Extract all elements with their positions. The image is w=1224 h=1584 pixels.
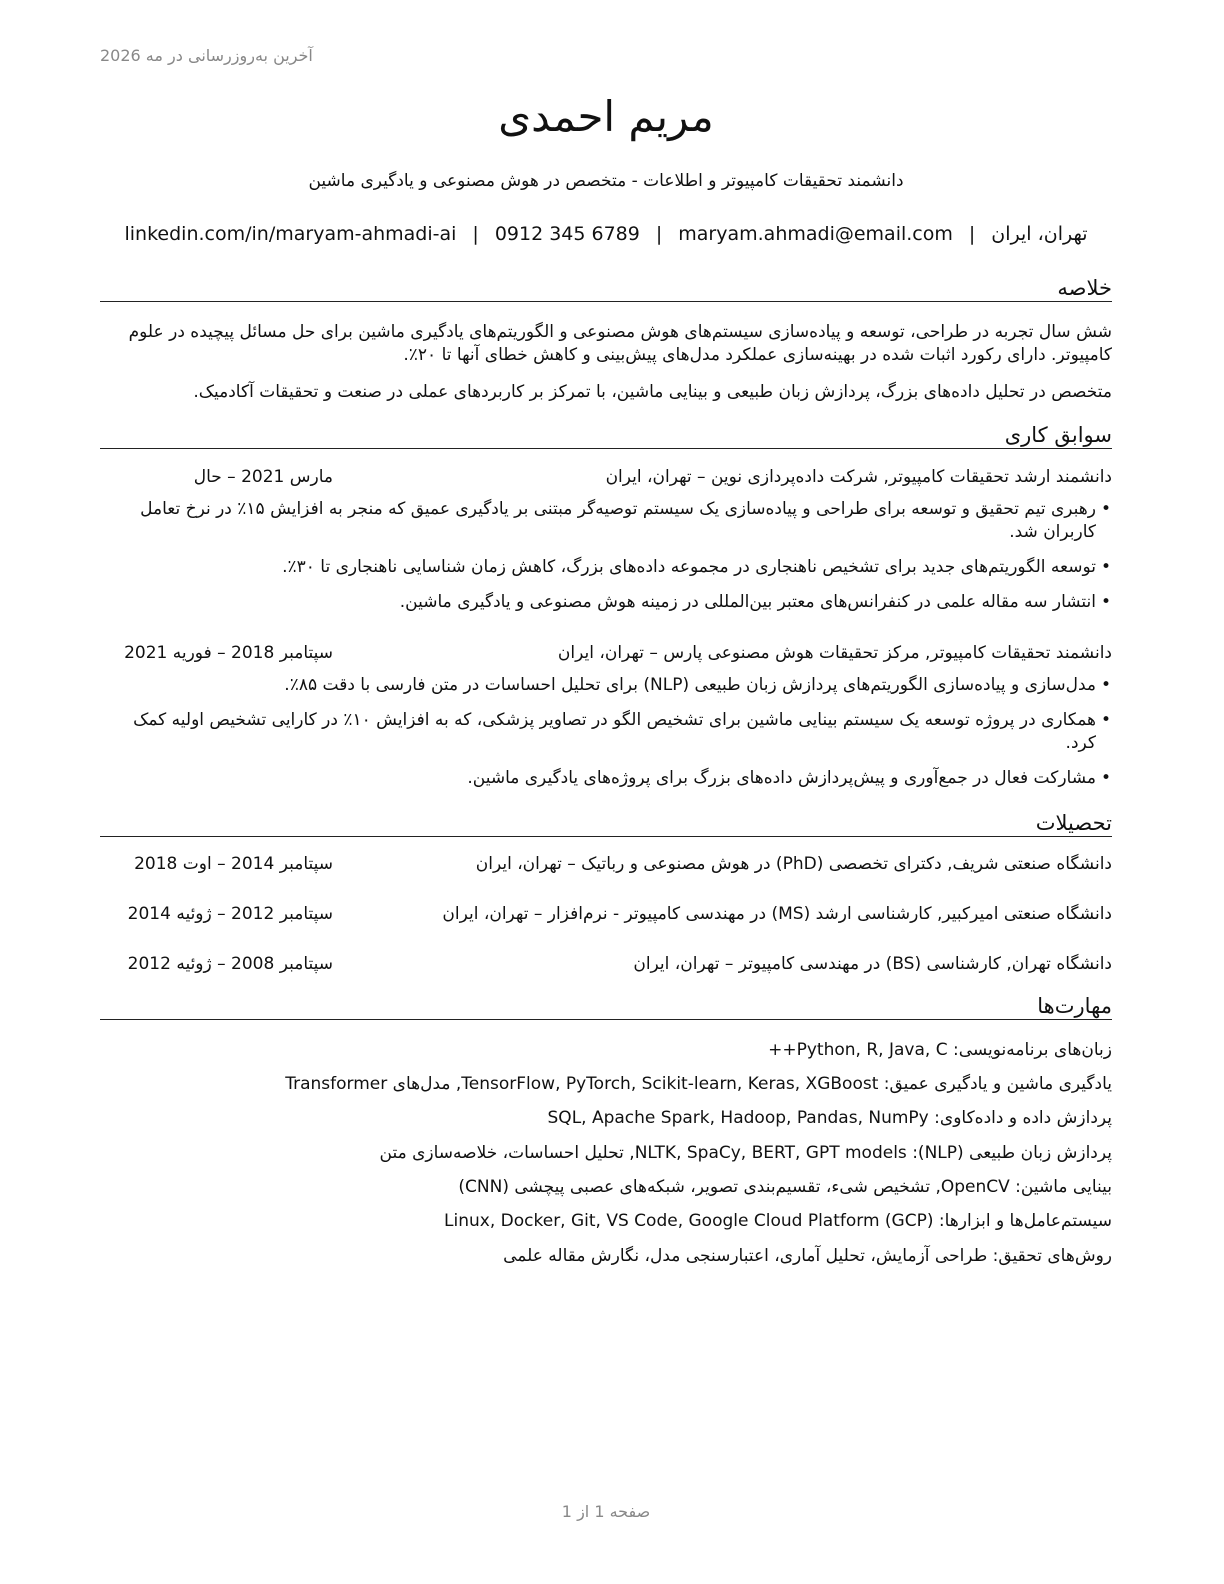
job-bullet: • همکاری در پروژه توسعه یک سیستم بینایی ماشین برای تشخیص الگو در تصاویر پزشکی، که به افزایش ۱۰٪ در کارایی تشخیص اولیه کمک کرد. — [100, 709, 1096, 755]
education-degree: دانشگاه صنعتی امیرکبیر, کارشناسی ارشد (MS) در مهندسی کامپیوتر - نرم‌افزار – تهران، ایران — [442, 904, 1112, 924]
candidate-name: مریم احمدی — [498, 92, 714, 141]
skill-line: پردازش زبان طبیعی (NLP): NLTK, SpaCy, BERT, GPT models, تحلیل احساسات، خلاصه‌سازی متن — [379, 1143, 1112, 1163]
education-degree: دانشگاه تهران, کارشناسی (BS) در مهندسی کامپیوتر – تهران، ایران — [633, 954, 1112, 974]
candidate-title: دانشمند تحقیقات کامپیوتر و اطلاعات - متخصص در هوش مصنوعی و یادگیری ماشین — [308, 171, 904, 191]
summary-paragraph-2: متخصص در تحلیل داده‌های بزرگ، پردازش زبان طبیعی و بینایی ماشین، با تمرکز بر کاربردهای عملی در صنعت و تحقیقات آکادمیک. — [193, 382, 1112, 402]
job-role: دانشمند ارشد تحقیقات کامپیوتر, شرکت داده‌پردازی نوین – تهران، ایران — [605, 467, 1112, 487]
education-date: سپتامبر 2014 – اوت 2018 — [134, 854, 333, 874]
section-title-skills: مهارت‌ها — [100, 994, 1112, 1020]
skill-line: بینایی ماشین: OpenCV, تشخیص شیء، تقسیم‌بندی تصویر، شبکه‌های عصبی پیچشی (CNN) — [458, 1177, 1112, 1197]
summary-paragraph-1: شش سال تجربه در طراحی، توسعه و پیاده‌سازی سیستم‌های هوش مصنوعی و الگوریتم‌های یادگیری ماشین برای حل مسائل پیچیده در علوم کامپیوتر. دارای رکورد اثبات شده در بهینه‌سازی عملکرد مدل‌های پیش‌بینی و کاهش خطای آنها تا ۲۰٪. — [128, 322, 1112, 365]
skill-line: زبان‌های برنامه‌نویسی: Python, R, Java, C++ — [768, 1040, 1112, 1060]
job-header — [100, 467, 1112, 491]
job-role: دانشمند تحقیقات کامپیوتر, مرکز تحقیقات هوش مصنوعی پارس – تهران، ایران — [557, 643, 1112, 663]
job-bullet: • مدل‌سازی و پیاده‌سازی الگوریتم‌های پردازش زبان طبیعی (NLP) برای تحلیل احساسات در متن فارسی با دقت ۸۵٪. — [100, 674, 1096, 697]
section-title-summary: خلاصه — [100, 276, 1112, 302]
skill-line: یادگیری ماشین و یادگیری عمیق: TensorFlow, PyTorch, Scikit-learn, Keras, XGBoost, مدل‌های Transformer — [285, 1074, 1112, 1094]
contact-separator: | — [472, 223, 479, 245]
job-bullets — [100, 674, 1112, 802]
skill-line: پردازش داده و داده‌کاوی: SQL, Apache Spark, Hadoop, Pandas, NumPy — [547, 1108, 1112, 1128]
section-title-education: تحصیلات — [100, 811, 1112, 837]
job-bullets — [100, 498, 1112, 626]
education-date: سپتامبر 2012 – ژوئیه 2014 — [127, 904, 333, 924]
contact-separator: | — [968, 223, 976, 245]
skill-line: سیستم‌عامل‌ها و ابزارها: Linux, Docker, Git, VS Code, Google Cloud Platform (GCP) — [444, 1211, 1112, 1231]
job-bullet: • انتشار سه مقاله علمی در کنفرانس‌های معتبر بین‌المللی در زمینه هوش مصنوعی و یادگیری ماشین. — [100, 591, 1096, 614]
contact-separator: | — [655, 223, 663, 245]
last-updated-note: آخرین به‌روزرسانی در مه 2026 — [100, 46, 313, 65]
education-row — [100, 954, 1112, 978]
education-date: سپتامبر 2008 – ژوئیه 2012 — [127, 954, 333, 974]
job-bullet: • مشارکت فعال در جمع‌آوری و پیش‌پردازش داده‌های بزرگ برای پروژه‌های یادگیری ماشین. — [100, 767, 1096, 790]
section-title-experience: سوابق کاری — [100, 423, 1112, 449]
skill-line: روش‌های تحقیق: طراحی آزمایش، تحلیل آماری، اعتبارسنجی مدل، نگارش مقاله علمی — [503, 1246, 1112, 1266]
page-number: صفحه 1 از 1 — [561, 1502, 651, 1521]
job-date: مارس 2021 – حال — [193, 467, 333, 487]
job-bullet: • توسعه الگوریتم‌های جدید برای تشخیص ناهنجاری در مجموعه داده‌های بزرگ، کاهش زمان شناسایی ناهنجاری تا ۳۰٪. — [100, 556, 1096, 579]
contact-line — [100, 223, 1112, 245]
job-date: سپتامبر 2018 – فوریه 2021 — [124, 643, 333, 663]
education-row — [100, 854, 1112, 878]
contact-linkedin[interactable]: linkedin.com/in/maryam-ahmadi-ai — [124, 223, 457, 245]
job-header — [100, 643, 1112, 667]
contact-phone: 0912 345 6789 — [494, 223, 640, 245]
contact-email[interactable]: maryam.ahmadi@email.com — [678, 223, 953, 245]
education-degree: دانشگاه صنعتی شریف, دکترای تخصصی (PhD) در هوش مصنوعی و رباتیک – تهران، ایران — [475, 854, 1112, 874]
contact-location: تهران، ایران — [991, 223, 1088, 245]
education-row — [100, 904, 1112, 928]
job-bullet: • رهبری تیم تحقیق و توسعه برای طراحی و پیاده‌سازی یک سیستم توصیه‌گر مبتنی بر یادگیری عمیق که منجر به افزایش ۱۵٪ در نرخ تعامل کاربران شد. — [100, 498, 1096, 544]
